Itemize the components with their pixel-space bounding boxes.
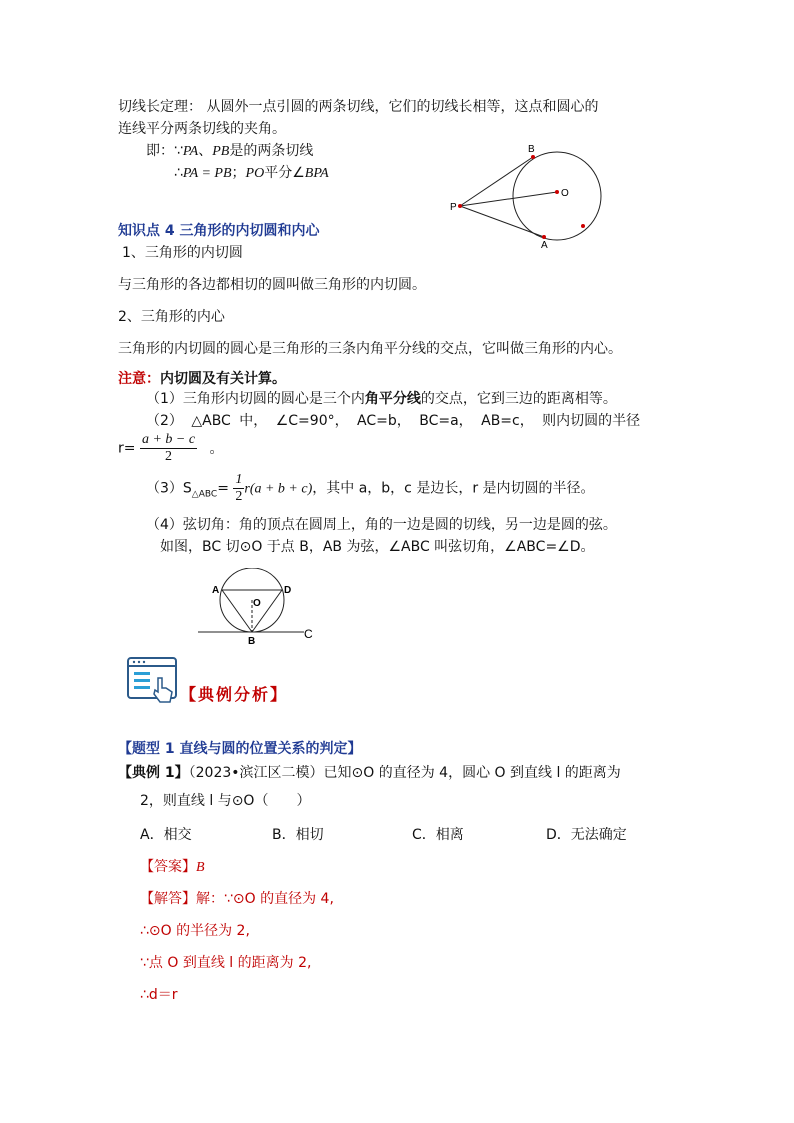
label-a: A bbox=[541, 240, 548, 251]
example-banner-label: 【典例分析】 bbox=[180, 685, 289, 704]
note-heading: 注意：内切圆及有关计算。 bbox=[118, 371, 286, 387]
example-1-line-2: 2，则直线 l 与⊙O（ ） bbox=[140, 793, 311, 809]
answer: 【答案】B bbox=[140, 859, 205, 875]
theorem-line-1: 切线长定理： 从圆外一点引圆的两条切线，它们的切线长相等，这点和圆心的 bbox=[118, 99, 599, 115]
solution-line-3: ∵点 O 到直线 l 的距离为 2, bbox=[140, 955, 312, 971]
note-2: （2） △ABC 中， ∠C=90°， AC=b， BC=a， AB=c， 则内切圆的半径 bbox=[146, 413, 641, 429]
option-a: A．相交 bbox=[140, 827, 192, 843]
note-3: $(3)S_{\triangle ABC}=$ $\frac{1}{2}$ r(a + b + c)，其中 a，b，c 是边长，r 是内切圆的半径。 bbox=[146, 472, 595, 504]
point-a bbox=[542, 235, 546, 239]
label-b: B bbox=[248, 636, 256, 647]
label-a: A bbox=[212, 585, 220, 596]
label-o: O bbox=[253, 598, 261, 609]
note-1: （1）三角形内切圆的圆心是三个内角平分线的交点，它到三边的距离相等。 bbox=[146, 391, 617, 407]
solution-line-4: ∴d＝r bbox=[140, 987, 178, 1003]
solution-line-1: 【解答】解：∵⊙O 的直径为 4, bbox=[140, 891, 334, 907]
tangent-pa bbox=[460, 206, 544, 237]
example-banner-icon bbox=[126, 656, 180, 706]
theorem-given: 即：∵PA、PB是的两条切线 bbox=[146, 143, 314, 159]
document-hand-icon bbox=[126, 656, 180, 706]
kp4-heading-2: 2、三角形的内心 bbox=[118, 309, 225, 325]
kp4-title: 知识点 4 三角形的内切圆和内心 bbox=[118, 223, 320, 239]
chord-db bbox=[252, 590, 282, 632]
radius-fraction: $\frac{a + b - c}{2}$ bbox=[141, 432, 196, 464]
note-4-line-1: （4）弦切角：角的顶点在圆周上，角的一边是圆的切线，另一边是圆的弦。 bbox=[146, 517, 617, 533]
note-2-formula: r= $\frac{a + b - c}{2}$ 。 bbox=[118, 432, 224, 464]
label-d: D bbox=[284, 585, 292, 596]
note-4-line-2: 如图，BC 切⊙O 于点 B，AB 为弦，∠ABC 叫弦切角，∠ABC=∠D。 bbox=[160, 539, 595, 555]
label-b: B bbox=[528, 144, 535, 155]
line-po bbox=[460, 192, 557, 206]
tangent-pb bbox=[460, 157, 533, 206]
point-extra bbox=[581, 224, 585, 228]
option-d: D．无法确定 bbox=[546, 827, 627, 843]
solution-line-2: ∴⊙O 的半径为 2, bbox=[140, 923, 250, 939]
chord-angle-figure bbox=[196, 568, 320, 648]
point-p bbox=[458, 204, 462, 208]
example-1-line-1: 【典例 1】（2023•滨江区二模）已知⊙O 的直径为 4，圆心 O 到直线 l 的距离为 bbox=[118, 765, 621, 781]
label-o: O bbox=[561, 188, 569, 199]
half-fraction: $\frac{1}{2}$ bbox=[235, 472, 243, 504]
label-p: P bbox=[450, 202, 457, 213]
tangent-figure bbox=[440, 140, 610, 260]
option-b: B．相切 bbox=[272, 827, 324, 843]
kp4-heading-1: 1、三角形的内切圆 bbox=[122, 245, 243, 261]
kp4-para-2: 三角形的内切圆的圆心是三角形的三条内角平分线的交点，它叫做三角形的内心。 bbox=[118, 341, 622, 357]
point-o bbox=[555, 190, 559, 194]
chord-ab bbox=[222, 590, 252, 632]
question-type-title: 【题型 1 直线与圆的位置关系的判定】 bbox=[118, 741, 362, 757]
kp4-para-1: 与三角形的各边都相切的圆叫做三角形的内切圆。 bbox=[118, 277, 426, 293]
theorem-line-2: 连线平分两条切线的夹角。 bbox=[118, 121, 286, 137]
point-b bbox=[531, 155, 535, 159]
option-c: C．相离 bbox=[412, 827, 464, 843]
label-c: C bbox=[304, 627, 313, 641]
theorem-conclusion: ∴PA = PB；PO平分∠BPA bbox=[174, 165, 329, 181]
